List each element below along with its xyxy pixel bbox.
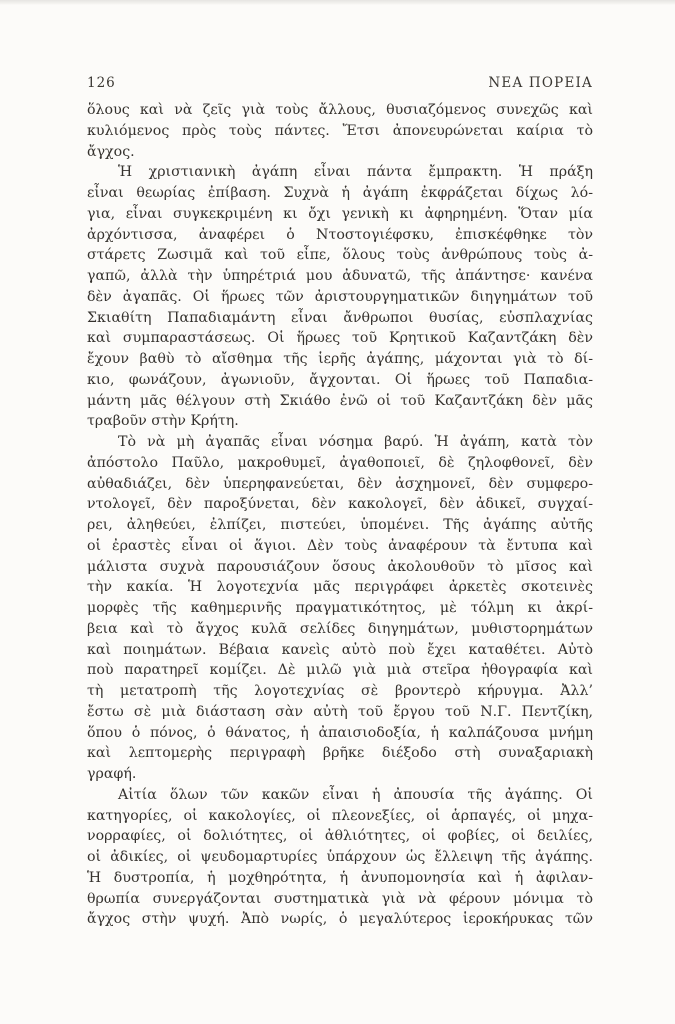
text-line: αὐθαδιάζει, δὲν ὑπερηφανεύεται, δὲν ἀσχημονεῖ, δὲν συμφερο- bbox=[87, 475, 593, 492]
text-line: ἀρχόντισσα, ἀναφέρει ὁ Ντοστογιέφσκυ, ἐπισκέφθηκε τὸν bbox=[87, 226, 593, 243]
text-line: ἔχουν βαθὺ τὸ αἴσθημα τῆς ἱερῆς ἀγάπης, μάχονται γιὰ τὸ δί- bbox=[87, 351, 593, 367]
text-line: ποὺ παρατηρεῖ κομίζει. Δὲ μιλῶ γιὰ μιὰ στεῖρα ἠθογραφία καὶ bbox=[87, 662, 593, 679]
running-title: ΝΕΑ ΠΟΡΕΙΑ bbox=[488, 75, 593, 91]
text-block bbox=[87, 100, 593, 930]
text-line: ντολογεῖ, δὲν παροξύνεται, δὲν κακολογεῖ, δὲν ἀδικεῖ, συγχαί- bbox=[87, 496, 593, 513]
text-line: μορφὲς τῆς καθημερινῆς πραγματικότητος, μὲ τόλμη κι ἀκρί- bbox=[87, 600, 593, 616]
text-line: κιο, φωνάζουν, ἀγωνιοῦν, ἄγχονται. Οἱ ἥρωες τοῦ Παπαδια- bbox=[87, 371, 593, 388]
text-line: Τὸ νὰ μὴ ἀγαπᾶς εἶναι νόσημα βαρύ. Ἡ ἀγάπη, κατὰ τὸν bbox=[118, 434, 593, 450]
text-line: ὅπου ὁ πόνος, ὁ θάνατος, ἡ ἀπαισιοδοξία, ἡ καλπάζουσα μνήμη bbox=[87, 724, 593, 741]
text-line: εἶναι θεωρίας ἐπίβαση. Συχνὰ ἡ ἀγάπη ἐκφράζεται δίχως λό- bbox=[87, 185, 593, 201]
text-line: μάλιστα συχνὰ παρουσιάζουν ὅσους ἀκολουθοῦν τὸ μῖσος καὶ bbox=[87, 558, 593, 575]
text-line: κυλιόμενος πρὸς τοὺς πάντες. Ἔτσι ἀπονευρώνεται καίρια τὸ bbox=[87, 122, 593, 139]
text-line: καὶ λεπτομερὴς περιγραφὴ βρῆκε διέξοδο στὴ συναξαριακὴ bbox=[87, 745, 593, 762]
text-line: ὅλους καὶ νὰ ζεῖς γιὰ τοὺς ἄλλους, θυσιαζόμενος συνεχῶς καὶ bbox=[87, 102, 593, 118]
text-line: ἄγχος στὴν ψυχή. Ἀπὸ νωρίς, ὁ μεγαλύτερος ἱεροκήρυκας τῶν bbox=[87, 911, 593, 928]
text-line: γαπῶ, ἀλλὰ τὴν ὑπηρέτριά μου ἀδυνατῶ, τῆς ἀπάντησε· κανένα bbox=[87, 268, 593, 284]
text-line: στάρετς Ζωσιμᾶ καὶ τοῦ εἶπε, ὅλους τοὺς ἀνθρώπους τοὺς ἀ- bbox=[87, 247, 593, 264]
page-number: 126 bbox=[87, 75, 116, 91]
text-line: Σκιαθίτη Παπαδιαμάντη εἶναι ἄνθρωποι θυσίας, εὐσπλαχνίας bbox=[87, 309, 593, 326]
text-line: για, εἶναι συγκεκριμένη κι ὄχι γενικὴ κι ἀφηρημένη. Ὅταν μία bbox=[87, 205, 593, 222]
text-line: τὴ μετατροπὴ τῆς λογοτεχνίας σὲ βροντερὸ κήρυγμα. Ἀλλ’ bbox=[87, 683, 593, 699]
text-line: κατηγορίες, οἱ κακολογίες, οἱ πλεονεξίες, οἱ ἁρπαγές, οἱ μηχα- bbox=[87, 807, 593, 824]
page-header bbox=[87, 75, 593, 91]
text-line: τὴν κακία. Ἡ λογοτεχνία μᾶς περιγράφει ἀρκετὲς σκοτεινὲς bbox=[87, 579, 593, 596]
scan-edge-shadow bbox=[0, 0, 675, 5]
text-line: Ἡ δυστροπία, ἡ μοχθηρότητα, ἡ ἀνυπομονησία καὶ ἡ ἀφιλαν- bbox=[87, 869, 593, 886]
text-line: ἀπόστολο Παῦλο, μακροθυμεῖ, ἀγαθοποιεῖ, δὲ ζηλοφθονεῖ, δὲν bbox=[87, 454, 593, 471]
text-line: Αἰτία ὅλων τῶν κακῶν εἶναι ἡ ἀπουσία τῆς ἀγάπης. Οἱ bbox=[118, 786, 593, 803]
text-line: θρωπία συνεργάζονται συστηματικὰ γιὰ νὰ φέρουν μόνιμα τὸ bbox=[87, 890, 593, 907]
text-line: δὲν ἀγαπᾶς. Οἱ ἥρωες τῶν ἀριστουργηματικῶν διηγημάτων τοῦ bbox=[87, 288, 593, 305]
text-line: οἱ ἐραστὲς εἶναι οἱ ἅγιοι. Δὲν τοὺς ἀναφέρουν τὰ ἔντυπα καὶ bbox=[87, 537, 593, 554]
text-line: τραβοῦν στὴν Κρήτη. bbox=[87, 413, 239, 430]
text-line: ἔστω σὲ μιὰ διάσταση σὰν αὐτὴ τοῦ ἔργου τοῦ Ν.Γ. Πεντζίκη, bbox=[87, 703, 593, 720]
text-line: μάντη μᾶς θέλγουν στὴ Σκιάθο ἐνῶ οἱ τοῦ Καζαντζάκη δὲν μᾶς bbox=[87, 392, 593, 409]
text-line: γραφή. bbox=[87, 766, 137, 782]
text-line: βεια καὶ τὸ ἄγχος κυλᾶ σελίδες διηγημάτων, μυθιστορημάτων bbox=[87, 620, 593, 637]
text-line: οἱ ἀδικίες, οἱ ψευδομαρτυρίες ὑπάρχουν ὡς ἔλλειψη τῆς ἀγάπης. bbox=[87, 849, 593, 865]
text-line: καὶ ποιημάτων. Βέβαια κανεὶς αὐτὸ ποὺ ἔχει καταθέτει. Αὐτὸ bbox=[87, 641, 593, 658]
text-line: ἄγχος. bbox=[87, 143, 135, 160]
text-line: νορραφίες, οἱ δολιότητες, οἱ ἀθλιότητες, οἱ φοβίες, οἱ δειλίες, bbox=[87, 828, 593, 845]
text-line: ρει, ἀληθεύει, ἐλπίζει, πιστεύει, ὑπομένει. Τῆς ἀγάπης αὐτῆς bbox=[87, 517, 593, 533]
text-line: καὶ συμπαραστάσεως. Οἱ ἥρωες τοῦ Κρητικοῦ Καζαντζάκη δὲν bbox=[87, 330, 593, 347]
text-line: Ἡ χριστιανικὴ ἀγάπη εἶναι πάντα ἔμπρακτη. Ἡ πράξη bbox=[118, 164, 593, 181]
